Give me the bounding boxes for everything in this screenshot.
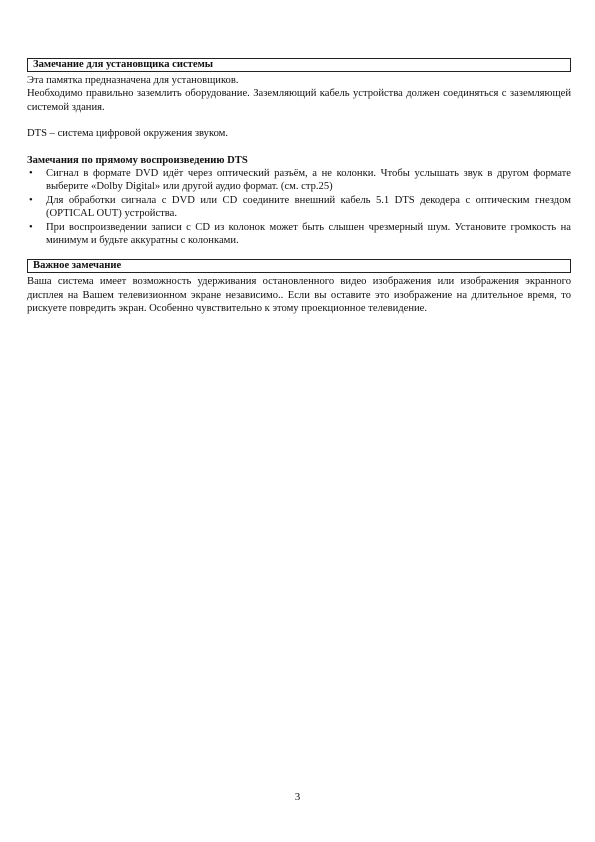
page-content [27,58,571,316]
page-number: 3 [294,791,301,803]
grounding-text: Необходимо правильно заземлить оборудование. Заземляющий кабель устройства должен соединяться с заземляющей системой здания. [27,88,571,113]
list-item [27,221,571,248]
bullet-icon: • [29,168,33,180]
installer-note-text: Эта памятка предназначена для установщиков. [27,75,239,86]
bullet-icon: • [29,221,33,233]
list-item [27,167,571,194]
important-note-text: Ваша система имеет возможность удерживания остановленного видео изображения или изображения экранного дисплея на Вашем телевизионном экране независимо.. Если вы оставите это изображение на длительное время, то рискуете повредить экран. Особенно чувствительно к этому проекционное телевидение. [27,276,571,315]
dts-definition: DTS – система цифровой окружения звуком. [27,128,229,140]
list-item-text: При воспроизведении записи с CD из колонок может быть слышен чрезмерный шум. Установите громкость на минимум и будьте аккуратны с колонками. [46,221,571,247]
dts-notes-heading: Замечания по прямому воспроизведению DTS [27,154,248,166]
list-item-text: Для обработки сигнала с DVD или CD соедините внешний кабель 5.1 DTS декодера с оптическим гнездом (OPTICAL OUT) устройства. [46,194,571,220]
spacer [27,141,571,154]
list-item-text: Сигнал в формате DVD идёт через оптический разъём, а не колонки. Чтобы услышать звук в другом формате выберите «Dolby Digital» или другой аудио формат. (см. стр.25) [46,168,571,193]
dts-notes-list [27,167,571,247]
important-note-section [27,259,571,315]
spacer [27,114,571,127]
bullet-icon: • [29,194,33,206]
installer-note-heading: Замечание для установщика системы [27,58,571,72]
important-note-heading: Важное замечание [27,259,571,273]
list-item [27,194,571,221]
